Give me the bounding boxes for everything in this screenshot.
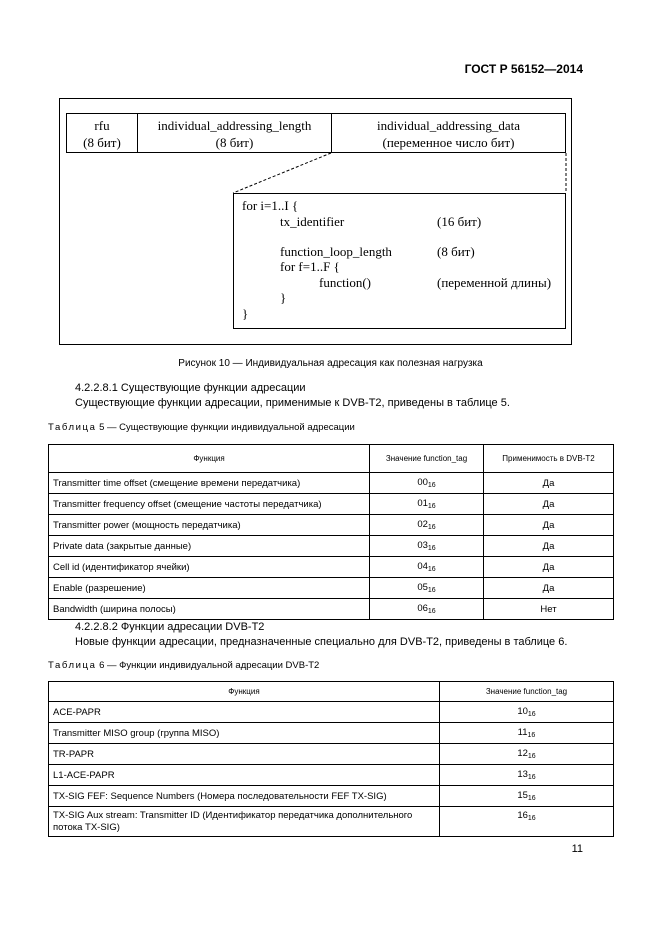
tag-value: 15 <box>517 790 528 801</box>
field-rfu-size: (8 бит) <box>83 135 121 150</box>
section1-text: Существующие функции адресации, применимые к DVB-T2, приведены в таблице 5. <box>75 397 510 409</box>
field-length-size: (8 бит) <box>215 135 254 150</box>
table5-cell-function: Transmitter power (мощность передатчика) <box>49 515 370 536</box>
table5-header-applicability: Применимость в DVB-T2 <box>484 445 614 473</box>
code-function-size: (переменной длины) <box>437 275 552 290</box>
table6-cell-function: L1-ACE-PAPR <box>49 765 440 786</box>
table6 <box>48 681 614 837</box>
section2-heading: 4.2.2.8.2 Функции адресации DVB-T2 <box>75 621 265 633</box>
section2-text: Новые функции адресации, предназначенные специально для DVB-T2, приведены в таблице 6. <box>75 636 568 648</box>
table-row <box>49 807 614 837</box>
table5-label: Таблица <box>48 422 97 433</box>
table6-cell-function: TX-SIG Aux stream: Transmitter ID (Идентификатор передатчика дополнительного потока TX-SIG) <box>49 807 440 837</box>
table5-cell-tag <box>370 515 484 536</box>
code-tx-identifier: tx_identifier <box>280 214 345 229</box>
table6-cell-tag <box>440 807 614 837</box>
table6-cell-function: TX-SIG FEF: Sequence Numbers (Номера последовательности FEF TX-SIG) <box>49 786 440 807</box>
tag-base: 16 <box>427 566 436 573</box>
table5-cell-applicability: Да <box>484 473 614 494</box>
tag-base: 16 <box>527 815 536 822</box>
table5-header-row <box>49 445 614 473</box>
table5-cell-function: Cell id (идентификатор ячейки) <box>49 557 370 578</box>
table-row <box>49 578 614 599</box>
tag-value: 04 <box>417 561 428 572</box>
tag-base: 16 <box>427 587 436 594</box>
table5-cell-function: Bandwidth (ширина полосы) <box>49 599 370 620</box>
table5-cell-tag <box>370 599 484 620</box>
table5-cell-applicability: Да <box>484 515 614 536</box>
tag-value: 10 <box>517 706 528 717</box>
table-row <box>49 557 614 578</box>
table5-cell-tag <box>370 536 484 557</box>
tag-value: 06 <box>417 603 428 614</box>
table6-caption <box>48 660 319 671</box>
code-line-loop-f: for f=1..F { <box>280 259 340 274</box>
table5 <box>48 444 614 620</box>
tag-base: 16 <box>427 524 436 531</box>
table-row <box>49 536 614 557</box>
tag-value: 16 <box>517 810 528 821</box>
section1-heading: 4.2.2.8.1 Существующие функции адресации <box>75 382 306 394</box>
table5-cell-applicability: Да <box>484 536 614 557</box>
tag-value: 13 <box>517 769 528 780</box>
table6-header-tag: Значение function_tag <box>440 682 614 702</box>
code-close-inner: } <box>280 290 287 305</box>
table6-cell-tag <box>440 723 614 744</box>
tag-value: 05 <box>417 582 428 593</box>
standard-number: ГОСТ Р 56152—2014 <box>464 62 583 76</box>
table5-cell-applicability: Нет <box>484 599 614 620</box>
tag-value: 01 <box>417 498 428 509</box>
table6-cell-tag <box>440 765 614 786</box>
table6-cell-tag <box>440 744 614 765</box>
table5-cell-function: Enable (разрешение) <box>49 578 370 599</box>
field-length-name: individual_addressing_length <box>157 118 312 133</box>
table5-cell-tag <box>370 578 484 599</box>
table6-cell-tag <box>440 786 614 807</box>
code-fll-size: (8 бит) <box>437 244 475 259</box>
table-row <box>49 765 614 786</box>
table-row <box>49 494 614 515</box>
table-row <box>49 515 614 536</box>
table-row <box>49 473 614 494</box>
table6-cell-function: ACE-PAPR <box>49 702 440 723</box>
table-row <box>49 786 614 807</box>
page-number: 11 <box>571 843 583 855</box>
table-row <box>49 723 614 744</box>
tag-base: 16 <box>527 774 536 781</box>
tag-base: 16 <box>427 482 436 489</box>
table-row <box>49 599 614 620</box>
table6-label: Таблица <box>48 660 97 671</box>
field-rfu-name: rfu <box>94 118 110 133</box>
tag-base: 16 <box>527 732 536 739</box>
code-function-loop-length: function_loop_length <box>280 244 392 259</box>
table5-title: 5 — Существующие функции индивидуальной адресации <box>99 422 355 433</box>
table6-cell-function: Transmitter MISO group (группа MISO) <box>49 723 440 744</box>
tag-base: 16 <box>527 753 536 760</box>
tag-base: 16 <box>527 711 536 718</box>
tag-value: 12 <box>517 748 528 759</box>
table6-title: 6 — Функции индивидуальной адресации DVB-T2 <box>99 660 320 671</box>
table6-cell-function: TR-PAPR <box>49 744 440 765</box>
table5-cell-function: Transmitter frequency offset (смещение частоты передатчика) <box>49 494 370 515</box>
field-data-size: (переменное число бит) <box>382 135 515 150</box>
table6-cell-tag <box>440 702 614 723</box>
table-row <box>49 744 614 765</box>
table5-cell-tag <box>370 473 484 494</box>
code-tx-size: (16 бит) <box>437 214 482 229</box>
table5-cell-function: Transmitter time offset (смещение времени передатчика) <box>49 473 370 494</box>
table5-cell-applicability: Да <box>484 578 614 599</box>
table5-cell-applicability: Да <box>484 557 614 578</box>
code-close-outer: } <box>242 306 249 321</box>
tag-base: 16 <box>427 503 436 510</box>
tag-base: 16 <box>527 795 536 802</box>
tag-value: 11 <box>517 727 528 738</box>
figure-caption: Рисунок 10 — Индивидуальная адресация как полезная нагрузка <box>178 358 483 369</box>
table5-header-function: Функция <box>49 445 370 473</box>
tag-value: 00 <box>417 477 428 488</box>
table5-cell-tag <box>370 494 484 515</box>
table5-cell-function: Private data (закрытые данные) <box>49 536 370 557</box>
table5-cell-tag <box>370 557 484 578</box>
code-function: function() <box>319 275 371 290</box>
tag-value: 03 <box>417 540 428 551</box>
field-data-name: individual_addressing_data <box>377 118 520 133</box>
tag-base: 16 <box>427 608 436 615</box>
tag-value: 02 <box>417 519 428 530</box>
table-row <box>49 702 614 723</box>
tag-base: 16 <box>427 545 436 552</box>
table5-header-tag: Значение function_tag <box>370 445 484 473</box>
table6-header-function: Функция <box>49 682 440 702</box>
table6-header-row <box>49 682 614 702</box>
table5-caption <box>48 422 355 433</box>
table5-cell-applicability: Да <box>484 494 614 515</box>
code-line-loop-i: for i=1..I { <box>242 198 299 213</box>
